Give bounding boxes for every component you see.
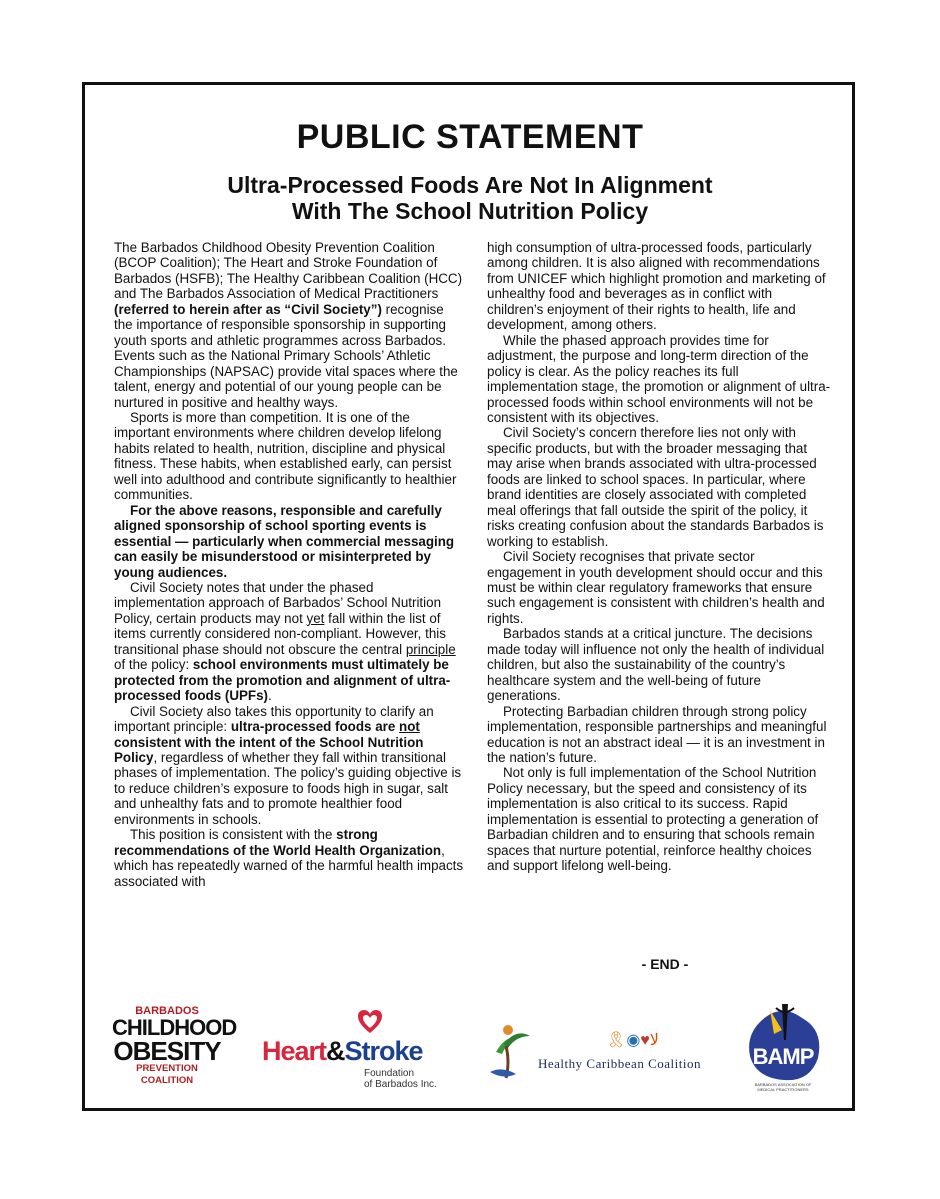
paragraph: While the phased approach provides time for adjustment, the purpose and long-term direction of the policy is clear. As the policy reaches its full implementation stage, the promotion or alignment of ultra-processed foods within school environments will not be consistent with its objectives. [487, 332, 831, 425]
heart-icon: ♥ [640, 1032, 650, 1049]
subtitle-line-2: With The School Nutrition Policy [291, 198, 649, 224]
paragraph: Civil Society notes that under the phased implementation approach of Barbados’ School Nutrition Policy, certain products may not yet fall within the list of items currently considered non-compliant. However, this transitional phase should not obscure the central principle of the policy: school environments must ultimately be protected from the promotion and alignment of ultra-processed foods (UPFs). [114, 579, 456, 704]
drop-icon: ◉ [626, 1032, 641, 1049]
bamp-tagline: BARBADOS ASSOCIATION OF MEDICAL PRACTITIONERS [754, 1082, 812, 1092]
paragraph: The Barbados Childhood Obesity Prevention Coalition (BCOP Coalition); The Heart and Stroke Foundation of Barbados (HSFB); The Healthy Caribbean Coalition (HCC) and The Barbados Association of Medical Practitioners (referred to herein after as “Civil Society”) recognise the importance of responsible sponsorship in supporting youth sports and athletic programmes across Barbados. Events such as the National Primary Schools’ Athletic Championships (NAPSAC) provide vital spaces where the talent, energy and potential of our young people can be nurtured in positive and healthy ways. [114, 240, 463, 410]
right-column [487, 240, 832, 874]
paragraph: Sports is more than competition. It is one of the important environments where children develop lifelong habits related to health, nutrition, discipline and physical fitness. These habits, when established early, can persist well into adulthood and contribute significantly to healthier communities. [114, 409, 457, 503]
bamp-logo [740, 1000, 826, 1095]
palm-tree-icon [486, 1022, 546, 1082]
bamp-name: BAMP [752, 1044, 814, 1069]
paragraph: Protecting Barbadian children through strong policy implementation, responsible partnerships and meaningful education is not an abstract ideal — it is an investment in the nation’s future. [487, 703, 827, 765]
page-title: PUBLIC STATEMENT [296, 118, 644, 156]
hcc-name: Healthy Caribbean Coalition [538, 1056, 701, 1071]
bcop-logo-line4: PREVENTION COALITION [136, 1063, 198, 1086]
paragraph: Civil Society also takes this opportunity to clarify an important principle: ultra-processed foods are not consistent with the intent of the School Nutrition Policy, regardless of whether they fall within transitional phases of implementation. The policy’s guiding objective is to reduce children’s exposure to foods high in sugar, salt and unhealthy fats and to promote healthier food environments in schools. [114, 703, 462, 827]
left-column [114, 240, 464, 889]
bcop-logo-line1: BARBADOS [135, 1005, 199, 1017]
paragraph: Civil Society’s concern therefore lies not only with specific products, but with the broader messaging that may arise when brands associated with ultra-processed foods are linked to school spaces. In particular, where brand identities are closely associated with completed meal offerings that fall outside the spirit of the policy, it risks creating confusion about the standards Barbados is working to establish. [487, 425, 824, 549]
paragraph: Civil Society recognises that private sector engagement in youth development should occur and this must be within clear regulatory frameworks that ensure such engagement is consistent with children’s health and rights. [487, 549, 825, 626]
page-subtitle [0, 172, 940, 224]
bcop-logo-line3: OBESITY [113, 1036, 221, 1066]
lungs-icon: ﻻ [649, 1032, 659, 1049]
subtitle-line-1: Ultra-Processed Foods Are Not In Alignment [227, 172, 713, 198]
paragraph: This position is consistent with the strong recommendations of the World Health Organization, which has repeatedly warned of the harmful health impacts associated with [114, 827, 464, 889]
bcop-logo [112, 1005, 237, 1087]
paragraph: Not only is full implementation of the School Nutrition Policy necessary, but the speed and consistency of its implementation is also critical to its success. Rapid implementation is essential to protecting a generation of Barbadian children and to ensuring that schools remain spaces that nurture potential, reinforce healthy choices and support lifelong well-being. [487, 765, 819, 874]
paragraph: For the above reasons, responsible and carefully aligned sponsorship of school sporting events is essential — particularly when commercial messaging can easily be misunderstood or misinterpreted by young audiences. [114, 502, 455, 580]
heart-stroke-subtitle: Foundation of Barbados Inc. [364, 1068, 437, 1090]
heart-stroke-wordmark: Heart&Stroke [262, 1036, 423, 1066]
paragraph: high consumption of ultra-processed foods, particularly among children. It is also aligned with recommendations from UNICEF which highlight promotion and marketing of unhealthy food and beverages as in conflict with children’s enjoyment of their rights to health, life and development, among others. [487, 240, 826, 333]
hcc-ribbon-icons [606, 1030, 659, 1050]
bcop-logo-line2: CHILDHOOD [112, 1015, 237, 1040]
paragraph: Barbados stands at a critical juncture. The decisions made today will influence not only the health of individual children, but also the sustainability of the country’s healthcare system and the well-being of future generations. [487, 626, 825, 704]
end-marker: - END - [641, 956, 689, 972]
ribbon-icon: 🎗 [606, 1032, 627, 1049]
hcc-logo [486, 1022, 716, 1082]
heart-icon [356, 1008, 384, 1036]
